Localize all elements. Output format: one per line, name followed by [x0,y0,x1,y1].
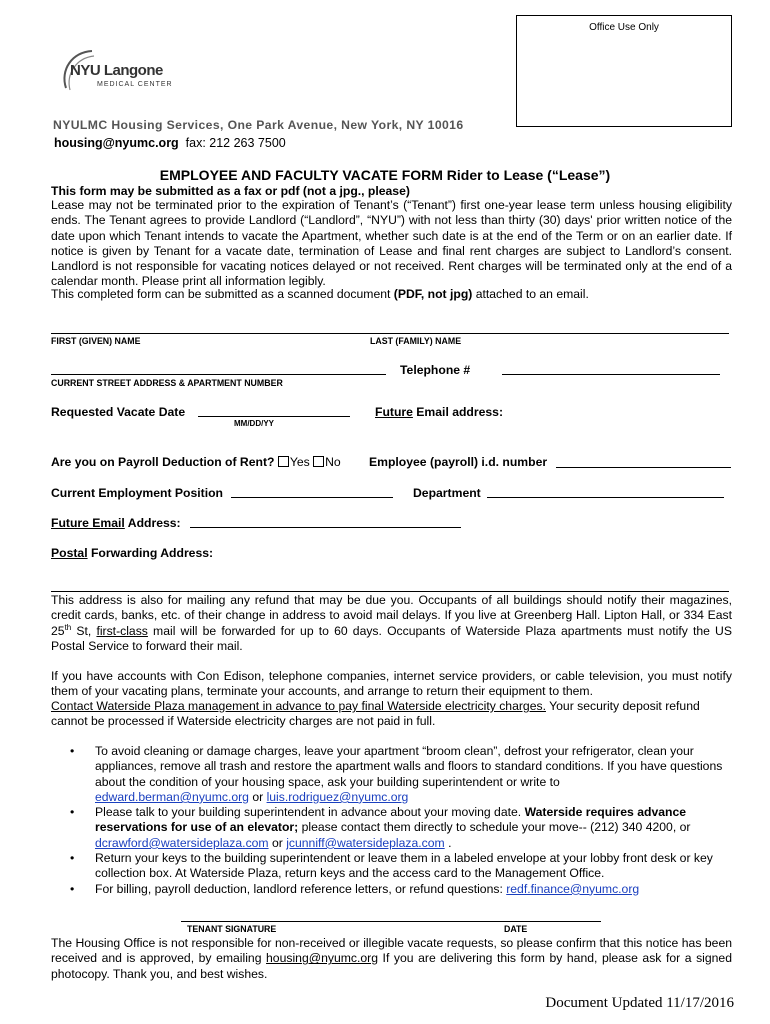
fax-number: fax: 212 263 7500 [185,136,286,150]
future-email-address-label: Future Email Address: [51,516,181,530]
housing-address: NYULMC Housing Services, One Park Avenue, New York, NY 10016 [53,118,464,132]
redf-finance-email-link[interactable]: redf.finance@nyumc.org [506,881,640,896]
document-updated-date: Document Updated 11/17/2016 [545,995,734,1011]
future-email-label: Future Email address: [375,405,504,419]
payroll-id-input-line[interactable] [556,467,731,468]
yes-checkbox[interactable] [278,456,289,467]
housing-email-link[interactable]: housing@nyumc.org [266,951,378,966]
no-checkbox[interactable] [313,456,324,467]
bullet-icon: • [70,881,75,896]
form-subtitle: This form may be submitted as a fax or pdf (not a jpg., please) [51,184,410,198]
list-item: • For billing, payroll deduction, landlord reference letters, or refund questions: redf.finance@nyumc.org [70,881,640,896]
list-item: • Please talk to your building superintendent in advance about your moving date. Waterside requires advance reservations for use of an elevator; please contact them directly to schedule your move-- (212) 340 4200, or dcrawford@watersideplaza.com or jcunniff@watersideplaza.com . [70,805,691,850]
list-item: • To avoid cleaning or damage charges, leave your apartment “broom clean”, defrost your refrigerator, clean your appliances, remove all trash and restore the apartment walls and floors to standard conditions. If you have questions about the condition of your housing space, ask your building superintendent or write to edward.berman@nyumc.org or luis.rodriguez@nyumc.org [70,744,723,804]
name-input-line[interactable] [51,333,729,334]
instructions-list [51,744,732,897]
vacate-date-input-line[interactable] [198,416,350,417]
jcunniff-email-link[interactable]: jcunniff@watersideplaza.com [286,835,445,850]
office-use-label: Office Use Only [589,22,659,33]
department-label: Department [413,486,481,500]
no-label: No [325,455,341,469]
contact-line [54,136,286,150]
bullet-icon: • [70,805,75,820]
logo-text: NYU Langone [70,62,163,79]
intro-paragraph: Lease may not be terminated prior to the expiration of Tenant’s (“Tenant”) first one-year lease term unless housing eligibility ends. The Tenant agrees to provide Landlord (“Landlord”, “NYU”) with not less than thirty (30) days' prior written notice of the date upon which Tenant intends to vacate the Apartment, whether such date is at the end of the Term or on an earlier date. If notice is given by Tenant for a vacate date, termination of Lease and final rent charges are subject to Landlord’s consent. Landlord is not responsible for vacating notices delayed or not received. Rent charges will be terminated only at the end of a calendar month. Please print all information legibly. [51,198,732,289]
form-title: EMPLOYEE AND FACULTY VACATE FORM Rider to Lease (“Lease”) [159,167,611,183]
waterside-electricity-paragraph: Contact Waterside Plaza management in advance to pay final Waterside electricity charges. Your security deposit refund cannot be processed if Waterside electricity charges are not paid in full. [51,699,700,729]
date-label: DATE [504,924,528,934]
payroll-deduction-row [51,455,341,469]
mail-forwarding-paragraph: This address is also for mailing any refund that may be due you. Occupants of all buildings should notify their magazines, credit cards, banks, etc. of their change in address to avoid mail delays. If you live at Greenberg Hall. Lipton Hall, or 334 East 25th St, first-class mail will be forwarded for up to 60 days. Occupants of Waterside Plaza apartments must notify the US Postal Service to forward their mail. [51,593,732,653]
telephone-input-line[interactable] [502,374,720,375]
postal-forwarding-label: Postal Forwarding Address: [51,546,214,560]
submit-instructions: This completed form can be submitted as a scanned document (PDF, not jpg) attached to an email. [51,287,589,301]
position-input-line[interactable] [231,497,393,498]
payroll-id-label: Employee (payroll) i.d. number [369,455,548,469]
bullet-icon: • [70,744,75,758]
list-item: • Return your keys to the building superintendent or leave them in a labeled envelope at your lobby front desk or key collection box. At Waterside Plaza, return keys and the access card to the Management Office. [70,851,713,881]
vacate-date-label: Requested Vacate Date [51,405,186,419]
housing-email[interactable]: housing@nyumc.org [54,136,179,150]
bullet-icon: • [70,851,75,866]
last-name-label: LAST (FAMILY) NAME [370,336,462,346]
department-input-line[interactable] [487,497,724,498]
closing-paragraph: The Housing Office is not responsible for non-received or illegible vacate requests, so please confirm that this notice has been received and is approved, by emailing housing@nyumc.org If you are delivering this form by hand, please ask for a signed photocopy. Thank you, and best wishes. [51,936,732,981]
date-format-hint: MM/DD/YY [234,419,274,428]
telephone-label: Telephone # [400,363,471,377]
yes-label: Yes [289,455,310,469]
accounts-paragraph: If you have accounts with Con Edison, telephone companies, internet service providers, or cable television, you must notify them of your vacating plans, terminate your accounts, and arrange to return their equipment to them. [51,669,732,699]
dcrawford-email-link[interactable]: dcrawford@watersideplaza.com [95,835,269,850]
future-email-input-line[interactable] [190,527,461,528]
postal-address-input-line[interactable] [51,591,729,592]
payroll-deduction-question: Are you on Payroll Deduction of Rent? [51,455,275,469]
luis-rodriguez-email-link[interactable]: luis.rodriguez@nyumc.org [266,789,409,804]
street-address-label: CURRENT STREET ADDRESS & APARTMENT NUMBER [51,378,283,388]
street-address-input-line[interactable] [51,374,386,375]
logo-subtext: MEDICAL CENTER [97,81,173,88]
office-use-box [516,15,732,127]
tenant-signature-label: TENANT SIGNATURE [187,924,277,934]
edward-berman-email-link[interactable]: edward.berman@nyumc.org [95,789,249,804]
first-name-label: FIRST (GIVEN) NAME [51,336,141,346]
position-label: Current Employment Position [51,486,223,500]
signature-input-line[interactable] [181,921,601,922]
